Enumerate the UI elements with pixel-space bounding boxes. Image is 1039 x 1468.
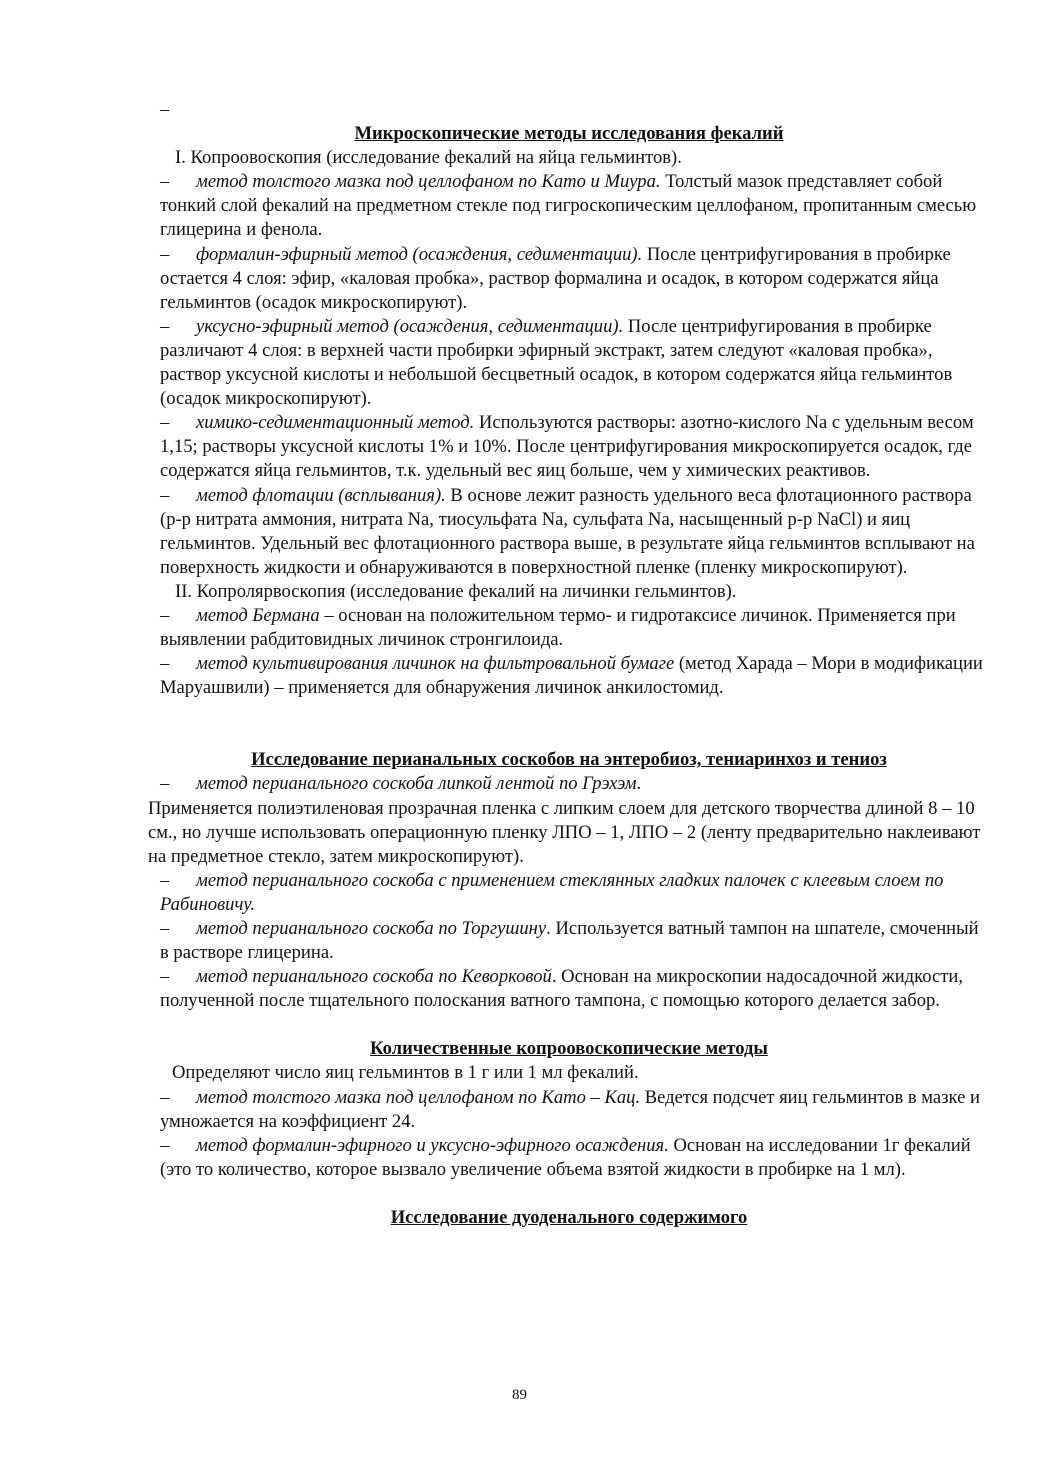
top-dash: – [160, 99, 170, 120]
method-kato-katz [148, 1086, 990, 1134]
method-graham [148, 772, 990, 796]
section-heading-duodenal: Исследование дуоденального содержимого [390, 1206, 748, 1228]
graham-description: Применяется полиэтиленовая прозрачная пленка с липким слоем для детского творчества длиной 8 – 10 см., но лучше использовать операционную пленку ЛПО – 1, ЛПО – 2 (ленту предварительно наклеивают на предметное стекло, затем микроскопируют). [148, 797, 981, 867]
method-acetic-ether [148, 315, 990, 411]
bullet-dash: – [160, 1086, 170, 1108]
bullet-dash: – [160, 243, 170, 265]
bullet-dash: – [160, 653, 170, 675]
section-heading-perianal: Исследование перианальных соскобов на энтеробиоз, тениаринхоз и тениоз [251, 749, 887, 771]
bullet-dash: – [160, 1134, 170, 1156]
bullet-dash: – [160, 869, 170, 891]
method-description: Ведется подсчет яиц гельминтов в мазке и умножается на коэффициент 24. [160, 1086, 980, 1132]
method-description: . [636, 773, 642, 795]
bullet-dash: – [160, 315, 170, 337]
page-number: 89 [512, 1387, 527, 1403]
method-kevorkova [148, 965, 990, 1013]
method-title: метод культивирования личинок на фильтровальной бумаге [196, 653, 675, 675]
bullet-dash: – [160, 412, 170, 434]
method-rabinovich [148, 869, 990, 917]
document-page [148, 98, 990, 1230]
method-description: . Основан на микроскопии надосадочной жидкости, полученной после тщательного полоскания ватного тампона, с помощью которого делается забор. [160, 966, 963, 1012]
bullet-dash: – [160, 604, 170, 626]
method-description: Основан на исследовании 1г фекалий (это то количество, которое вызвало увеличение объема взятой жидкости в пробирке на 1 мл). [160, 1134, 971, 1180]
method-description: Толстый мазок представляет собой тонкий слой фекалий на предметном стекле под гигроскопическим целлофаном, пропитанным смесью глицерина и фенола. [160, 171, 977, 241]
bullet-dash: – [160, 773, 170, 795]
method-title: метод перианального соскоба с применением стеклянных гладких палочек с клеевым слоем по Рабиновичу. [160, 869, 944, 915]
method-title: формалин-эфирный метод (осаждения, седиментации). [196, 243, 643, 265]
method-description: После центрифугирования в пробирке остается 4 слоя: эфир, «каловая пробка», раствор формалина и осадок, в котором содержатся яйца гельминтов (осадок микроскопируют). [160, 243, 951, 313]
section-heading-quantitative: Количественные копроовоскопические методы [370, 1038, 768, 1060]
method-kato-miura [148, 170, 990, 242]
method-title: уксусно-эфирный метод (осаждения, седиментации). [196, 315, 624, 337]
intro-coproovoscopy: I. Копроовоскопия (исследование фекалий на яйца гельминтов). [175, 147, 682, 169]
method-title: метод толстого мазка под целлофаном по Като и Миура. [196, 171, 661, 193]
method-description: В основе лежит разность удельного веса флотационного раствора (р-р нитрата аммония, нитрата Na, тиосульфата Na, сульфата Na, насыщенный р-р NaCl) и яиц гельминтов. Удельный вес флотационного раствора выше, в результате яйца гельминтов всплывают на поверхность жидкости и обнаруживаются в поверхностной пленке (пленку микроскопируют). [160, 484, 975, 578]
bullet-dash: – [160, 966, 170, 988]
bullet-dash: – [160, 484, 170, 506]
method-description: После центрифугирования в пробирке различают 4 слоя: в верхней части пробирки эфирный экстракт, затем следуют «каловая пробка», раствор уксусной кислоты и небольшой бесцветный осадок, в котором содержатся яйца гельминтов (осадок микроскопируют). [160, 315, 953, 410]
method-title: химико-седиментационный метод. [196, 412, 475, 434]
intro-quantitative: Определяют число яиц гельминтов в 1 г или 1 мл фекалий. [172, 1062, 639, 1084]
method-berman [148, 604, 990, 652]
spacer [148, 700, 990, 748]
method-title: метод Бермана [196, 604, 320, 626]
method-larvae-cultivation [148, 652, 990, 700]
spacer [148, 1182, 990, 1206]
method-formalin-acetic-sedimentation [148, 1134, 990, 1182]
spacer [148, 1013, 990, 1037]
method-title: метод толстого мазка под целлофаном по Като – Кац. [196, 1086, 641, 1108]
method-flotation [148, 484, 990, 580]
method-description: . Используется ватный тампон на шпателе, смоченный в растворе глицерина. [160, 918, 979, 964]
method-torgushin [148, 917, 990, 965]
method-title: метод флотации (всплывания). [196, 484, 446, 506]
bullet-dash: – [160, 171, 170, 193]
method-title: метод перианального соскоба липкой лентой по Грэхэм [196, 773, 637, 795]
method-title: метод формалин-эфирного и уксусно-эфирного осаждения. [196, 1134, 669, 1156]
intro-coprolarvoscopy: II. Копролярвоскопия (исследование фекалий на личинки гельминтов). [175, 580, 737, 602]
method-formalin-ether [148, 243, 990, 315]
method-title: метод перианального соскоба по Торгушину [196, 918, 547, 939]
bullet-dash: – [160, 918, 170, 939]
method-chemical-sedimentation [148, 411, 990, 483]
method-description: (метод Харада – Мори в модификации Маруашвили) – применяется для обнаружения личинок анкилостомид. [160, 653, 983, 699]
method-title: метод перианального соскоба по Кеворковой [196, 966, 552, 988]
section-heading-microscopic: Микроскопические методы исследования фекалий [354, 123, 784, 145]
method-description: Используются растворы: азотно-кислого Na с удельным весом 1,15; растворы уксусной кислоты 1% и 10%. После центрифугирования микроскопируется осадок, где содержатся яйца гельминтов, т.к. удельный вес яиц больше, чем у химических реактивов. [160, 412, 974, 482]
method-description: – основан на положительном термо- и гидротаксисе личинок. Применяется при выявлении рабдитовидных личинок стронгилоида. [160, 604, 956, 651]
